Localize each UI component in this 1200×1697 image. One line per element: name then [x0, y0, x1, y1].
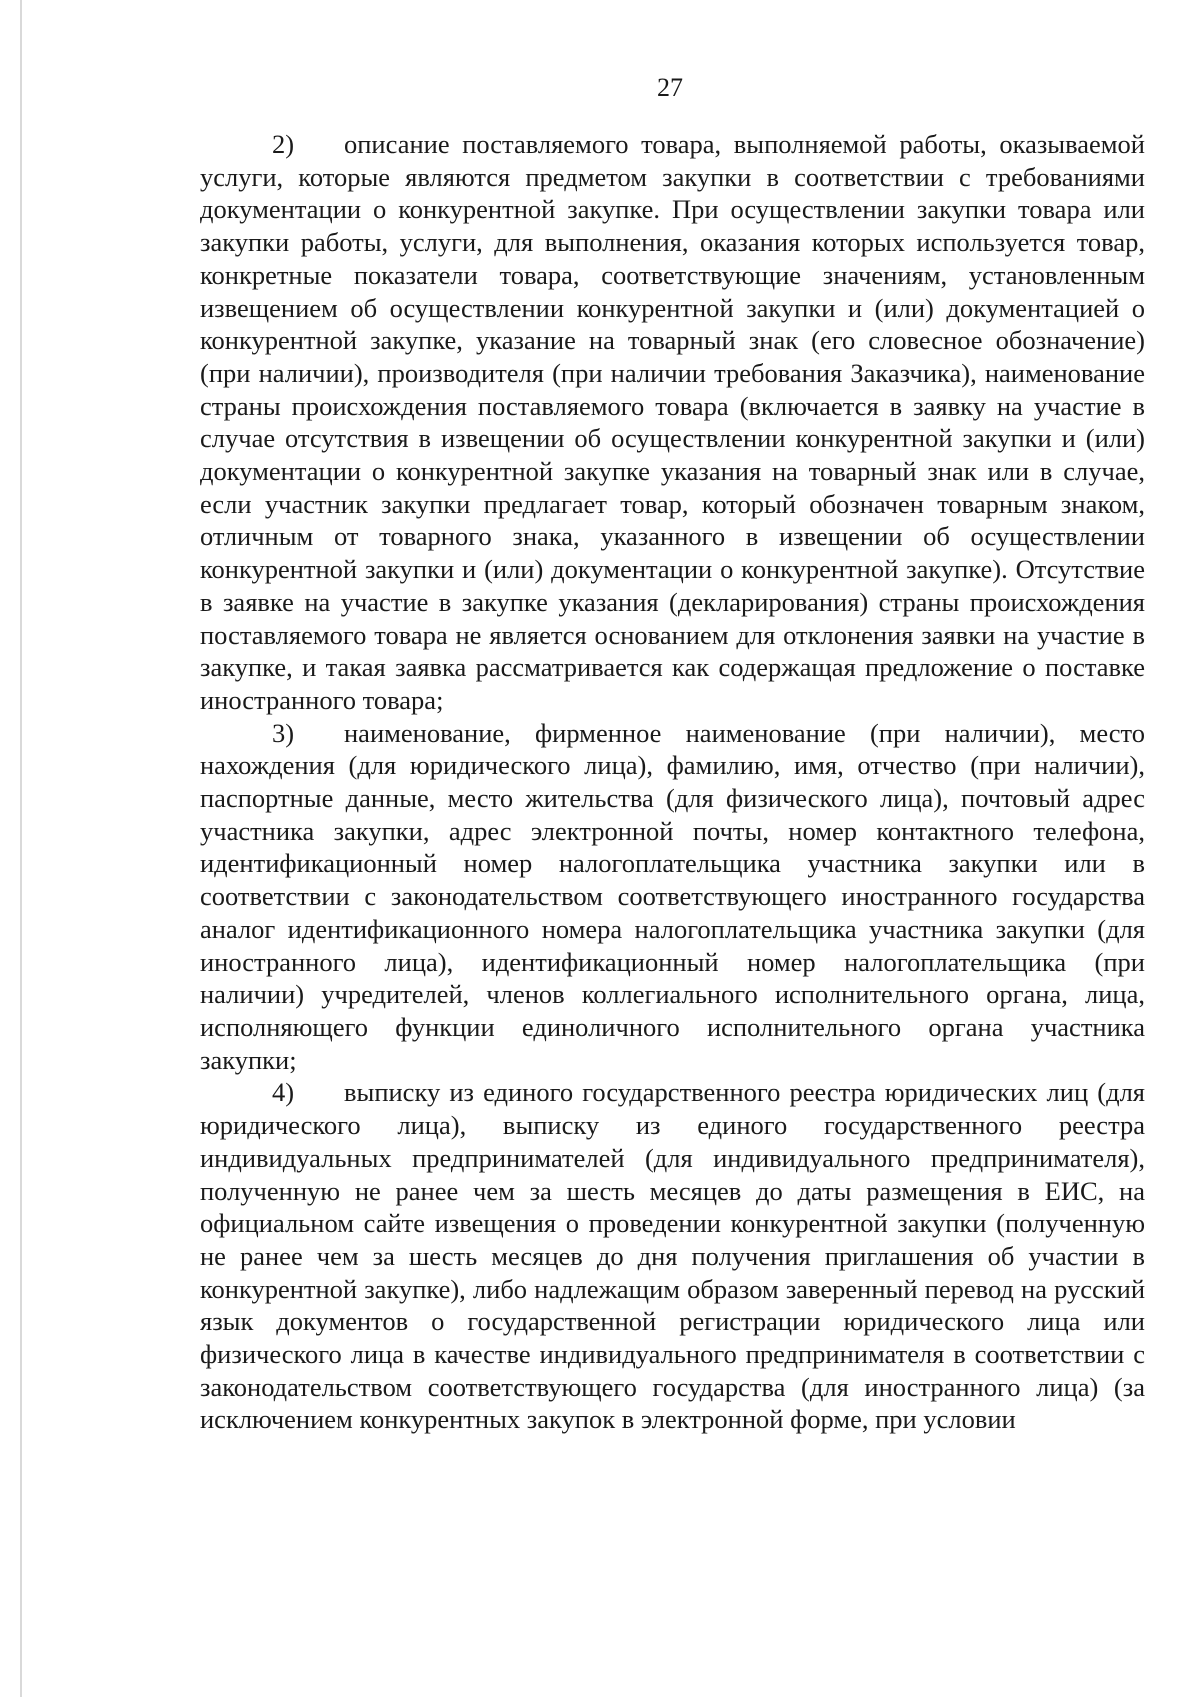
paragraph-number: 4)	[272, 1077, 295, 1108]
scan-left-edge	[20, 0, 22, 1697]
paragraph-text: наименование, фирменное наименование (при наличии), место нахождения (для юридического лица), фамилию, имя, отчество (при наличии), паспортные данные, место жительства (для физического лица), почтовый адрес участника закупки, адрес электронной почты, номер контактного телефона, идентификационный номер налогоплательщика участника закупки или в соответствии с законодательством соответствующего иностранного государства аналог идентификационного номера налогоплательщика участника закупки (для иностранного лица), идентификационный номер налогоплательщика (при наличии) учредителей, членов коллегиального исполнительного органа, лица, исполняющего функции единоличного исполнительного органа участника закупки;	[200, 717, 1145, 1075]
paragraph-item-3	[200, 717, 1145, 1077]
paragraph-number: 3)	[272, 717, 295, 748]
page-number: 27	[657, 73, 683, 102]
paragraph-text: выписку из единого государственного реестра юридических лиц (для юридического лица), выписку из единого государственного реестра индивидуальных предпринимателей (для индивидуального предпринимателя), полученную не ранее чем за шесть месяцев до даты размещения в ЕИС, на официальном сайте извещения о проведении конкурентной закупки (полученную не ранее чем за шесть месяцев до дня получения приглашения об участии в конкурентной закупке), либо надлежащим образом заверенный перевод на русский язык документов о государственной регистрации юридического лица или физического лица в качестве индивидуального предпринимателя в соответствии с законодательством соответствующего государства (для иностранного лица) (за исключением конкурентных закупок в электронной форме, при условии	[200, 1077, 1145, 1435]
document-body	[200, 128, 1145, 1436]
paragraph-item-4	[200, 1076, 1145, 1436]
paragraph-text: описание поставляемого товара, выполняемой работы, оказываемой услуги, которые являются предметом закупки в соответствии с требованиями документации о конкурентной закупке. При осуществлении закупки товара или закупки работы, услуги, для выполнения, оказания которых используется товар, конкретные показатели товара, соответствующие значениям, установленным извещением об осуществлении конкурентной закупки и (или) документацией о конкурентной закупке, указание на товарный знак (его словесное обозначение) (при наличии), производителя (при наличии требования Заказчика), наименование страны происхождения поставляемого товара (включается в заявку на участие в случае отсутствия в извещении об осуществлении конкурентной закупки и (или) документации о конкурентной закупке указания на товарный знак или в случае, если участник закупки предлагает товар, который обозначен товарным знаком, отличным от товарного знака, указанного в извещении об осуществлении конкурентной закупки и (или) документации о конкурентной закупке). Отсутствие в заявке на участие в закупке указания (декларирования) страны происхождения поставляемого товара не является основанием для отклонения заявки на участие в закупке, и такая заявка рассматривается как содержащая предложение о поставке иностранного товара;	[200, 129, 1145, 715]
paragraph-number: 2)	[272, 129, 295, 159]
paragraph-item-2	[200, 128, 1145, 717]
